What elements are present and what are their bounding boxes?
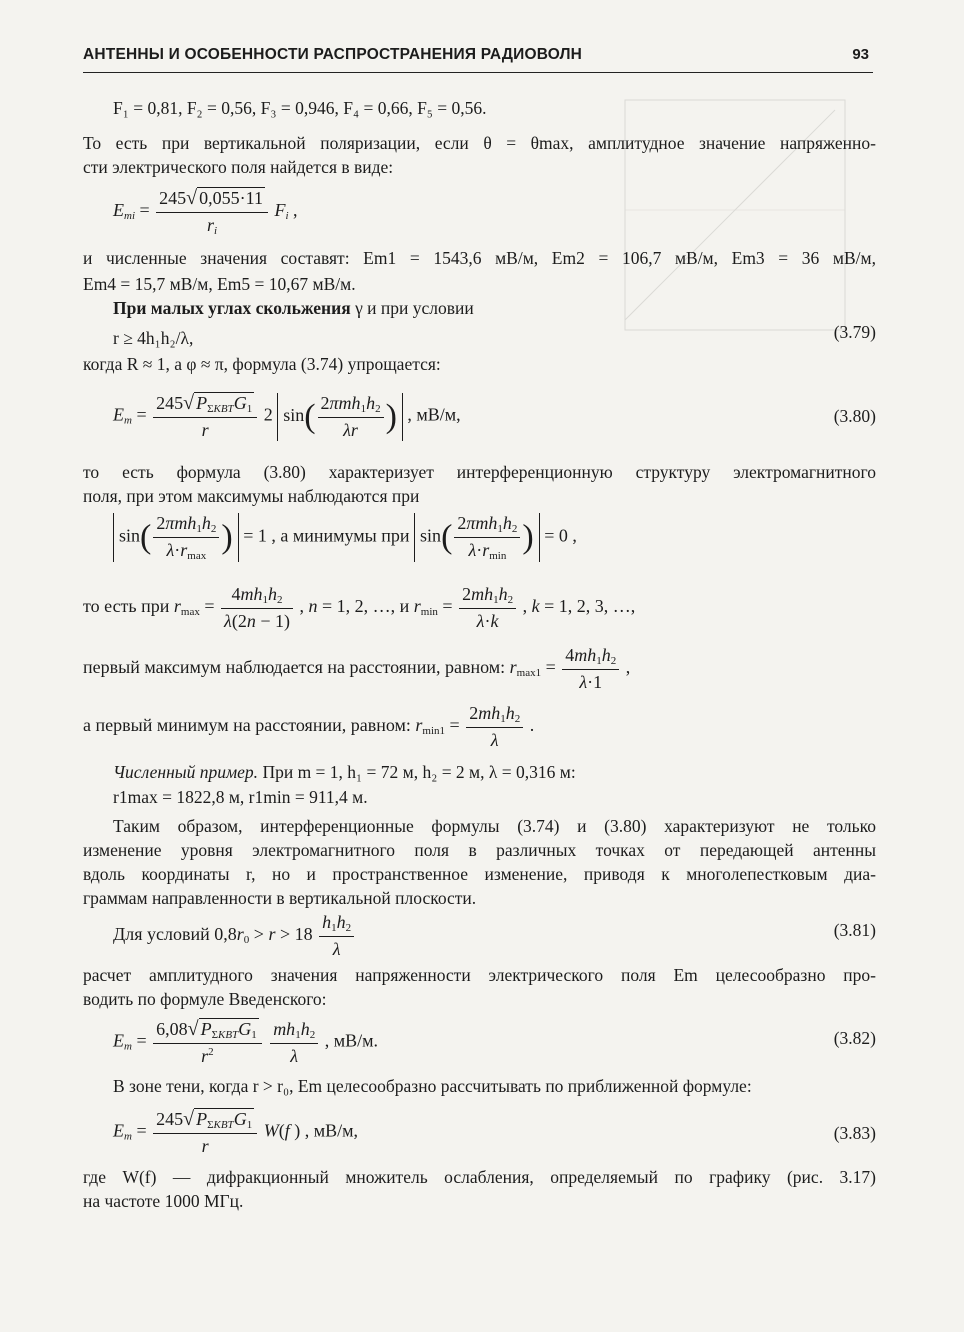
vertical-pol-line-2: сти электрического поля найдется в виде: bbox=[83, 157, 394, 177]
numeric-values-line-2: Em4 = 15,7 мВ/м, Em5 = 10,67 мВ/м. bbox=[83, 274, 356, 294]
summary-line-2: изменение уровня электромагнитного поля в различных точках от передающей антенны bbox=[83, 840, 876, 860]
summary-line-4: граммам направленности в вертикальной плоскости. bbox=[83, 888, 477, 908]
numeric-example-label: Численный пример. bbox=[113, 762, 259, 782]
small-angles-line bbox=[113, 298, 474, 318]
vvedensky-line-2: водить по формуле Введенского: bbox=[83, 989, 327, 1009]
equation-number-380: (3.80) bbox=[833, 406, 876, 426]
vertical-pol-line-1: То есть при вертикальной поляризации, если θ = θmax, амплитудное значение напряженно- bbox=[83, 133, 876, 153]
summary-line-3: вдоль координаты r, но и пространственное изменение, приводя к многолепестковым диа- bbox=[83, 864, 876, 884]
equation-number-382: (3.82) bbox=[833, 1028, 876, 1048]
formula-rmax-rmin: то есть при $r_{max}$ = $\frac{4mh_1h_2}{\lambda(2n - 1)}$ , n = 1, 2, …, и $r_{min}$ = $\frac{2mh_1h_2}{\lambda\cdot k}$ , k = 1, 2, 3, …, bbox=[83, 584, 636, 631]
numeric-example-result: r1max = 1822,8 м, r1min = 911,4 м. bbox=[113, 787, 368, 807]
formula-max-min-condition: sin( $\frac{2\pi mh_1h_2}{\lambda\cdot r_{max}}$ ) = 1 , а минимумы при sin( $\frac{2\pi mh_1h_2}{\lambda\cdot r_{min}}$ ) = 0 , bbox=[113, 513, 577, 562]
f-values-line: F₁ = 0,81, F₂ = 0,56, F₃ = 0,946, F₄ = 0,66, F₅ = 0,56. bbox=[113, 98, 487, 118]
summary-line-1: Таким образом, интерференционные формулы (3.74) и (3.80) характеризуют не только bbox=[113, 816, 876, 836]
diffraction-line-1: где W(f) — дифракционный множитель ослабления, определяемый по графику (рис. 3.17) bbox=[83, 1167, 876, 1187]
bleed-through-graphic bbox=[585, 90, 875, 350]
small-angles-bold: При малых углах скольжения bbox=[113, 298, 351, 318]
first-min-text: а первый минимум на расстоянии, равном: bbox=[83, 715, 411, 736]
running-header bbox=[83, 42, 873, 73]
shadow-zone-line: В зоне тени, когда r > r₀, Em целесообразно рассчитывать по приближенной формуле: bbox=[113, 1076, 752, 1096]
when-line: когда R ≈ 1, а φ ≈ π, формула (3.74) упрощается: bbox=[83, 354, 441, 374]
first-max-text: первый максимум наблюдается на расстоянии, равном: bbox=[83, 657, 506, 678]
header-title: АНТЕННЫ И ОСОБЕННОСТИ РАСПРОСТРАНЕНИЯ РАДИОВОЛН bbox=[83, 46, 583, 63]
equation-number-381: (3.81) bbox=[833, 920, 876, 940]
equation-number-383: (3.83) bbox=[833, 1123, 876, 1143]
numeric-example-line bbox=[113, 762, 576, 782]
condition-line: r ≥ 4h₁h₂/λ, bbox=[113, 328, 194, 348]
numeric-example-rest: При m = 1, h₁ = 72 м, h₂ = 2 м, λ = 0,316 м: bbox=[258, 762, 576, 782]
interference-line-1: то есть формула (3.80) характеризует интерференционную структуру электромагнитного bbox=[83, 462, 876, 482]
numeric-values-line-1: и численные значения составят: Em1 = 1543,6 мВ/м, Em2 = 106,7 мВ/м, Em3 = 36 мВ/м, bbox=[83, 248, 876, 268]
formula-3-80: $E_m$ = $\frac{245√ P_{\Sigma KBT}G_1}{r}$ 2 sin( $\frac{2\pi mh_1h_2}{\lambda r}$ ) , мВ/м, bbox=[113, 392, 461, 440]
formula-3-83: $E_m$ = $\frac{245√ P_{\Sigma KBT}G_1}{r}$ W(f ) , мВ/м, bbox=[113, 1108, 358, 1156]
diffraction-line-2: на частоте 1000 МГц. bbox=[83, 1191, 244, 1211]
formula-3-81: Для условий $0,8r_0 > r > 18$ $\frac{h_1h_2}{\lambda}$ bbox=[113, 912, 356, 960]
formula-emi: $E_{mi}$ = $\frac{245√ 0,055\cdot 11}{r_i}$ $F_i$ , bbox=[113, 187, 298, 237]
formula-3-82: $E_m$ = $\frac{6,08√ P_{\Sigma KBT}G_1}{r^2}$ $\frac{mh_1h_2}{\lambda}$ , мВ/м. bbox=[113, 1018, 378, 1066]
equation-number-379: (3.79) bbox=[833, 322, 876, 342]
vvedensky-line-1: расчет амплитудного значения напряженности электрического поля Em целесообразно про- bbox=[83, 965, 876, 985]
small-angles-rest: γ и при условии bbox=[350, 298, 474, 318]
page-number: 93 bbox=[852, 46, 869, 63]
first-min-line: а первый минимум на расстоянии, равном: $r_{min1}$ = $\frac{2mh_1h_2}{\lambda}$ . bbox=[83, 703, 535, 750]
first-max-line: первый максимум наблюдается на расстоянии, равном: $r_{max1}$ = $\frac{4mh_1h_2}{\lambda\cdot 1}$ , bbox=[83, 645, 631, 692]
interference-line-2: поля, при этом максимумы наблюдаются при bbox=[83, 486, 420, 506]
